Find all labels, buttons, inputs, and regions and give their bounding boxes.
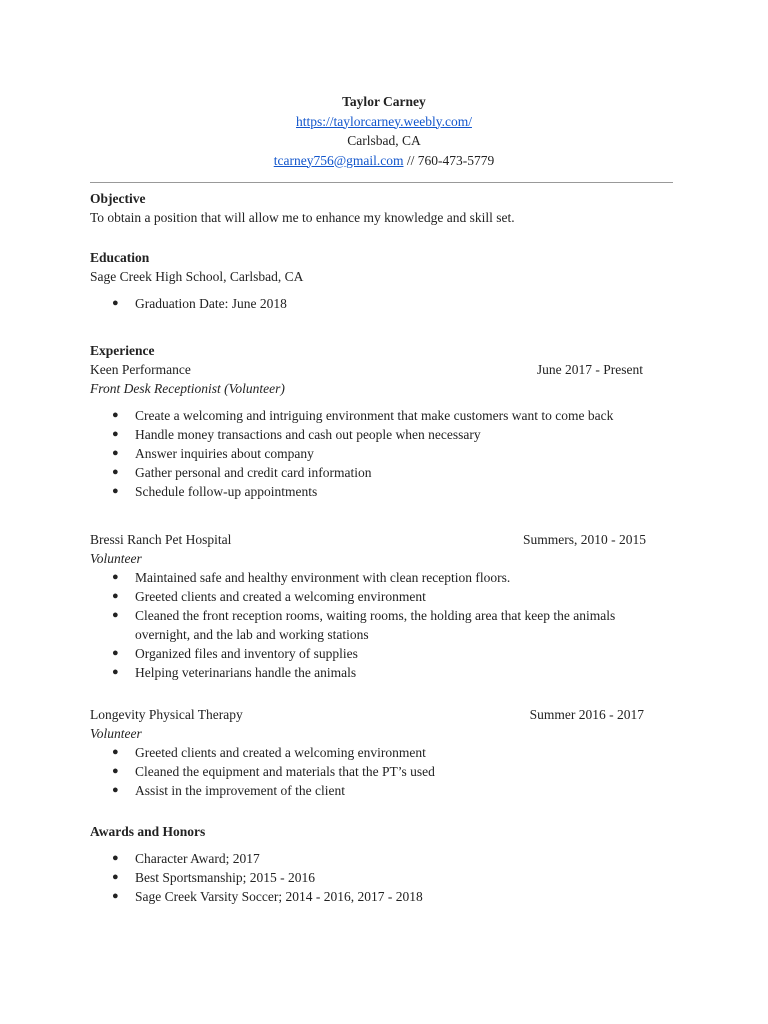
header-divider [90,182,673,183]
list-item: ● Schedule follow-up appointments [90,482,646,501]
job-header [90,360,646,379]
contact-line [0,151,768,171]
awards-section [90,822,646,906]
website-link[interactable]: https://taylorcarney.weebly.com/ [296,113,472,129]
school-name: Sage Creek High School, Carlsbad, CA [90,269,304,284]
job-org: Keen Performance [90,362,191,377]
candidate-name: Taylor Carney [342,94,426,109]
list-item: ● Best Sportsmanship; 2015 - 2016 [90,868,646,887]
phone-number: 760-473-5779 [417,152,495,168]
job-bullets [90,568,646,682]
job-role: Volunteer [90,551,142,566]
job-bullets [90,406,646,501]
job-role: Front Desk Receptionist (Volunteer) [90,381,285,396]
list-item: ● Answer inquiries about company [90,444,646,463]
experience-section [90,341,646,501]
list-item: ● Cleaned the front reception rooms, waiting rooms, the holding area that keep the animals overnight, and the lab and working stations [90,606,646,644]
job-dates: June 2017 - Present [536,362,643,377]
list-item: ● Helping veterinarians handle the animals [90,663,646,682]
objective-text: To obtain a position that will allow me to enhance my knowledge and skill set. [90,210,515,225]
list-item: ● Greeted clients and created a welcoming environment [90,587,646,606]
objective-heading: Objective [90,191,146,206]
list-item: ● Greeted clients and created a welcoming environment [90,743,646,762]
objective-section [90,189,646,227]
list-item: ● Graduation Date: June 2018 [90,294,646,313]
contact-separator: // [403,152,418,168]
list-item: ● Handle money transactions and cash out people when necessary [90,425,646,444]
education-list [90,294,646,313]
list-item: ● Create a welcoming and intriguing environment that make customers want to come back [90,406,646,425]
awards-heading: Awards and Honors [90,824,206,839]
job-header [90,530,646,549]
list-item: ● Organized files and inventory of supplies [90,644,646,663]
list-item: ● Gather personal and credit card information [90,463,646,482]
education-section [90,248,646,313]
list-item: ● Sage Creek Varsity Soccer; 2014 - 2016, 2017 - 2018 [90,887,646,906]
job-header [90,705,646,724]
job-org: Bressi Ranch Pet Hospital [90,532,232,547]
list-item: ● Cleaned the equipment and materials that the PT’s used [90,762,646,781]
location: Carlsbad, CA [347,133,421,148]
resume-header [0,92,768,170]
experience-heading: Experience [90,343,155,358]
job-entry [90,530,646,682]
email-link[interactable]: tcarney756@gmail.com [273,152,404,168]
job-org: Longevity Physical Therapy [90,707,243,722]
job-dates: Summer 2016 - 2017 [529,707,644,722]
job-role: Volunteer [90,726,142,741]
education-heading: Education [90,250,150,265]
job-bullets [90,743,646,800]
list-item: ● Assist in the improvement of the client [90,781,646,800]
list-item: ● Character Award; 2017 [90,849,646,868]
list-item: ● Maintained safe and healthy environment with clean reception floors. [90,568,646,587]
awards-list [90,849,646,906]
job-dates: Summers, 2010 - 2015 [523,532,646,547]
job-entry [90,705,646,800]
